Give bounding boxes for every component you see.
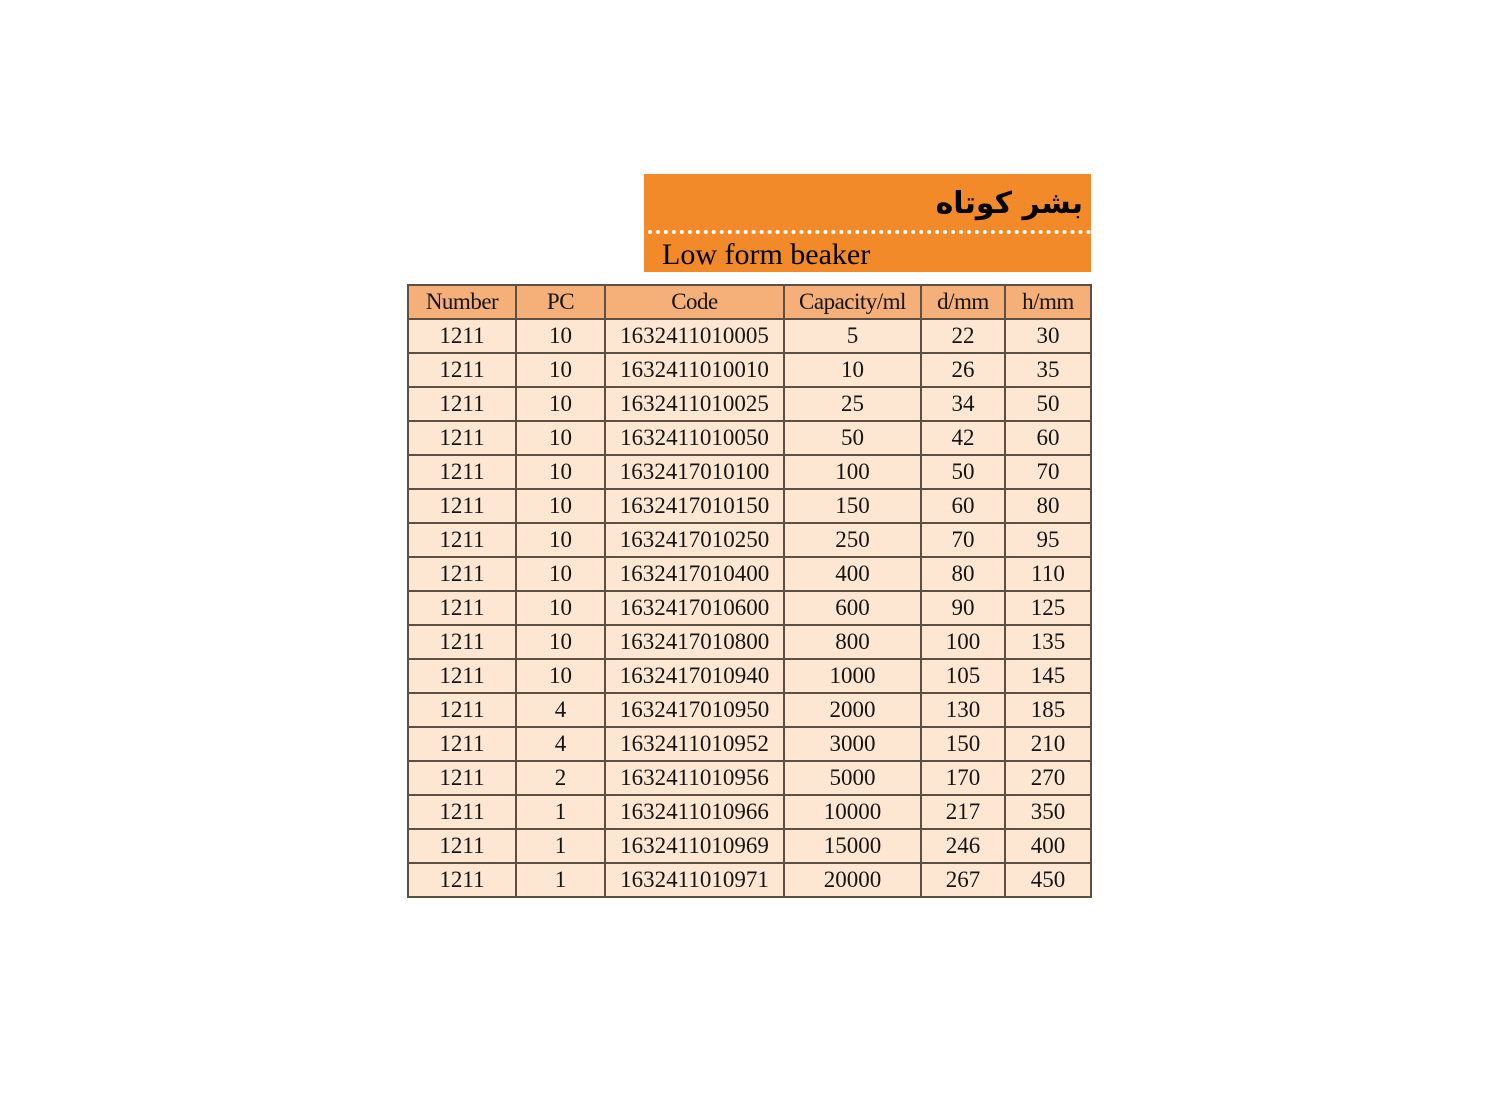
cell-number: 1211	[408, 727, 516, 761]
cell-pc: 1	[516, 829, 605, 863]
dotted-divider	[648, 230, 1091, 234]
column-header-pc: PC	[516, 285, 605, 319]
cell-code: 1632411010025	[605, 387, 784, 421]
column-header-code: Code	[605, 285, 784, 319]
table-row	[408, 557, 1091, 591]
cell-diameter: 90	[921, 591, 1005, 625]
cell-number: 1211	[408, 659, 516, 693]
cell-number: 1211	[408, 829, 516, 863]
table-row	[408, 761, 1091, 795]
cell-diameter: 150	[921, 727, 1005, 761]
cell-height: 50	[1005, 387, 1091, 421]
table-row	[408, 523, 1091, 557]
cell-diameter: 130	[921, 693, 1005, 727]
cell-capacity: 5	[784, 319, 921, 353]
cell-height: 450	[1005, 863, 1091, 897]
cell-code: 1632411010969	[605, 829, 784, 863]
cell-capacity: 50	[784, 421, 921, 455]
cell-height: 95	[1005, 523, 1091, 557]
cell-capacity: 3000	[784, 727, 921, 761]
cell-diameter: 60	[921, 489, 1005, 523]
cell-height: 110	[1005, 557, 1091, 591]
cell-diameter: 105	[921, 659, 1005, 693]
cell-code: 1632417010250	[605, 523, 784, 557]
cell-diameter: 70	[921, 523, 1005, 557]
cell-code: 1632417010100	[605, 455, 784, 489]
cell-code: 1632417010800	[605, 625, 784, 659]
cell-capacity: 5000	[784, 761, 921, 795]
column-header-diameter: d/mm	[921, 285, 1005, 319]
cell-diameter: 26	[921, 353, 1005, 387]
cell-diameter: 100	[921, 625, 1005, 659]
column-header-height: h/mm	[1005, 285, 1091, 319]
table-row	[408, 829, 1091, 863]
cell-number: 1211	[408, 557, 516, 591]
cell-diameter: 170	[921, 761, 1005, 795]
cell-number: 1211	[408, 693, 516, 727]
cell-code: 1632417010150	[605, 489, 784, 523]
table-row	[408, 455, 1091, 489]
cell-pc: 10	[516, 625, 605, 659]
cell-diameter: 50	[921, 455, 1005, 489]
cell-code: 1632411010010	[605, 353, 784, 387]
table-row	[408, 591, 1091, 625]
cell-diameter: 42	[921, 421, 1005, 455]
cell-pc: 10	[516, 557, 605, 591]
cell-pc: 10	[516, 319, 605, 353]
cell-capacity: 20000	[784, 863, 921, 897]
column-header-number: Number	[408, 285, 516, 319]
table-row	[408, 795, 1091, 829]
cell-pc: 1	[516, 795, 605, 829]
cell-capacity: 800	[784, 625, 921, 659]
cell-pc: 10	[516, 455, 605, 489]
cell-number: 1211	[408, 489, 516, 523]
cell-capacity: 400	[784, 557, 921, 591]
cell-pc: 1	[516, 863, 605, 897]
table-row	[408, 659, 1091, 693]
table-body	[408, 319, 1091, 897]
table-row	[408, 421, 1091, 455]
cell-code: 1632417010950	[605, 693, 784, 727]
cell-height: 30	[1005, 319, 1091, 353]
cell-height: 350	[1005, 795, 1091, 829]
cell-number: 1211	[408, 455, 516, 489]
cell-height: 185	[1005, 693, 1091, 727]
table-row	[408, 489, 1091, 523]
table-row	[408, 693, 1091, 727]
cell-height: 135	[1005, 625, 1091, 659]
cell-pc: 10	[516, 523, 605, 557]
cell-height: 125	[1005, 591, 1091, 625]
cell-code: 1632417010600	[605, 591, 784, 625]
cell-number: 1211	[408, 863, 516, 897]
cell-diameter: 34	[921, 387, 1005, 421]
cell-code: 1632411010952	[605, 727, 784, 761]
cell-capacity: 10	[784, 353, 921, 387]
cell-height: 80	[1005, 489, 1091, 523]
table-row	[408, 353, 1091, 387]
cell-pc: 4	[516, 693, 605, 727]
beaker-spec-table	[407, 284, 1092, 898]
cell-pc: 10	[516, 421, 605, 455]
table-row	[408, 625, 1091, 659]
cell-pc: 10	[516, 387, 605, 421]
cell-capacity: 1000	[784, 659, 921, 693]
table-row	[408, 863, 1091, 897]
cell-diameter: 267	[921, 863, 1005, 897]
cell-capacity: 2000	[784, 693, 921, 727]
table-row	[408, 319, 1091, 353]
cell-capacity: 100	[784, 455, 921, 489]
cell-height: 145	[1005, 659, 1091, 693]
header-row	[408, 285, 1091, 319]
cell-height: 400	[1005, 829, 1091, 863]
cell-capacity: 250	[784, 523, 921, 557]
cell-number: 1211	[408, 387, 516, 421]
cell-height: 35	[1005, 353, 1091, 387]
cell-number: 1211	[408, 625, 516, 659]
cell-capacity: 25	[784, 387, 921, 421]
cell-capacity: 600	[784, 591, 921, 625]
cell-code: 1632411010050	[605, 421, 784, 455]
title-banner	[644, 174, 1091, 272]
title-english: Low form beaker	[662, 238, 871, 271]
column-header-capacity: Capacity/ml	[784, 285, 921, 319]
cell-diameter: 80	[921, 557, 1005, 591]
cell-pc: 2	[516, 761, 605, 795]
cell-code: 1632411010971	[605, 863, 784, 897]
cell-pc: 10	[516, 659, 605, 693]
cell-number: 1211	[408, 761, 516, 795]
cell-code: 1632411010966	[605, 795, 784, 829]
cell-diameter: 246	[921, 829, 1005, 863]
cell-height: 270	[1005, 761, 1091, 795]
cell-capacity: 10000	[784, 795, 921, 829]
cell-code: 1632411010005	[605, 319, 784, 353]
cell-number: 1211	[408, 421, 516, 455]
title-persian: بشر کوتاه	[935, 186, 1083, 221]
cell-diameter: 217	[921, 795, 1005, 829]
cell-code: 1632417010940	[605, 659, 784, 693]
cell-height: 70	[1005, 455, 1091, 489]
cell-pc: 10	[516, 489, 605, 523]
cell-pc: 10	[516, 353, 605, 387]
cell-number: 1211	[408, 523, 516, 557]
cell-diameter: 22	[921, 319, 1005, 353]
cell-code: 1632411010956	[605, 761, 784, 795]
cell-height: 60	[1005, 421, 1091, 455]
cell-code: 1632417010400	[605, 557, 784, 591]
cell-number: 1211	[408, 353, 516, 387]
cell-capacity: 150	[784, 489, 921, 523]
cell-number: 1211	[408, 319, 516, 353]
cell-number: 1211	[408, 591, 516, 625]
cell-pc: 4	[516, 727, 605, 761]
cell-pc: 10	[516, 591, 605, 625]
cell-height: 210	[1005, 727, 1091, 761]
cell-number: 1211	[408, 795, 516, 829]
table-row	[408, 387, 1091, 421]
table-row	[408, 727, 1091, 761]
cell-capacity: 15000	[784, 829, 921, 863]
